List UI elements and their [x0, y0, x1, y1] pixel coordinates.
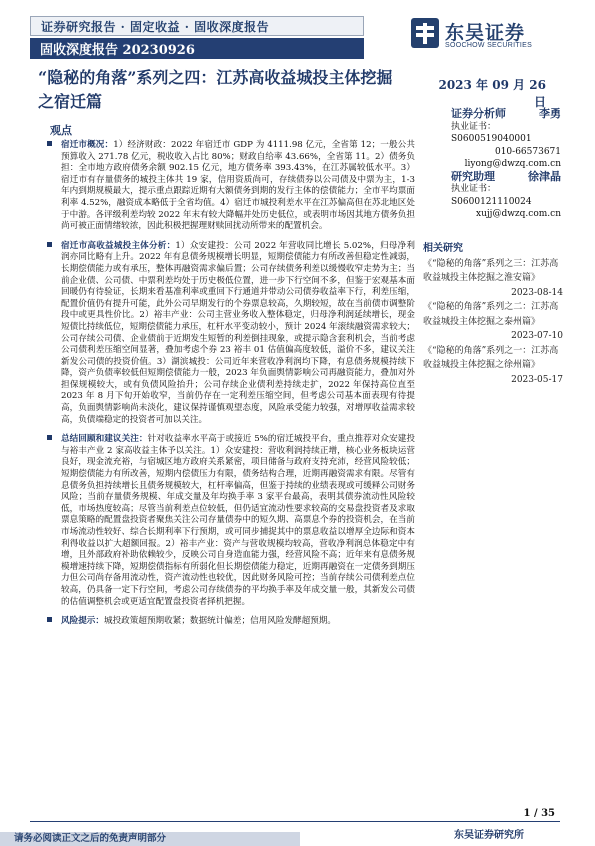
- page-number: 1 / 35: [523, 808, 555, 819]
- report-date: 2023 年 09 月 26 日: [438, 78, 546, 109]
- analyst-role: 证券分析师: [451, 107, 506, 120]
- company-logo: [411, 18, 561, 54]
- assistant-email[interactable]: xujj@dwzq.com.cn: [476, 209, 561, 219]
- assistant-heading: [451, 171, 561, 184]
- disclaimer-text: 请务必阅读正文之后的免责声明部分: [14, 833, 167, 844]
- report-type: 固收深度报告 20230926: [40, 43, 195, 58]
- logo-mark-icon: [411, 18, 439, 48]
- bullet-analysis: [47, 241, 415, 427]
- logo-name-en: SOOCHOW SECURITIES: [445, 42, 533, 49]
- assistant-cert: 执业证书：S0600121110024: [451, 184, 532, 207]
- analyst-phone: 010-66573671: [494, 146, 561, 157]
- related-item-date: 2023-07-10: [511, 331, 563, 341]
- bullet-text: 针对收益率水平高于或接近 5%的宿迁城投平台，重点推荐对众安建投与裕丰产业 2 家高收益主体予以关注。1）众安建投：营收利润持续正增，核心业务板块运营良好，现金流充裕，与宿城区地方政府关系紧密，项目储备与政府支持充沛，经营风险较低；短期偿债能力有所改善，短期内偿债压力有限，债务结构合理，近期再融资需求有限。尽管有息债务负担持续增长且债务规模较大，杠杆率偏高，但鉴于持续的业绩表现或可缓释公司财务风险；当前存量债务规模、年成交量及年均换手率 3 家平台最高，表明其债券流动性风险较低，市场热度较高；尽管当前利差点位较低，但仍适宜流动性要求较高的交易盘投资者及求取票息策略的配置盘投资者聚焦关注公司存量债券中的短久期、高票息个券的投资机会，在当前市场流动性较好、综合长期利率下行预期，或可同步捕捉其中的票息收益以增厚全边际和资本利得收益以扩大超额回报。2）裕丰产业：资产与营收规模均较高，营收净利润总体稳定中有增，且外部政府补助依赖较少，反映公司自身造血能力强，经营风险不高；近年来有息债务规模增速持续下降，短期偿债指标有所弱化但长期偿债能力稳定，近期再融资在一定债务到期压力但公司尚存备用流动性，资产流动性也较优，因此财务风险可控；当前存续公司债利差点位较高，仍具备一定下行空间，考虑公司存续债券的平均换手率及年成交量一般，其新发公司债的估值调整机会或更适宜配置盘投资者择机把握。: [61, 434, 415, 607]
- related-title: 相关研究: [423, 243, 463, 254]
- bullet-lead: 总结回顾和建议关注：: [61, 434, 148, 445]
- analyst-cert: 执业证书：S0600519040001: [451, 121, 532, 144]
- bullet-square-icon: [47, 435, 52, 440]
- analyst-name: 李勇: [539, 107, 561, 120]
- bullet-square-icon: [47, 242, 52, 247]
- bullet-text: 城投政策超预期收紧；数据统计偏差；信用风险发酵超预期。: [103, 616, 337, 627]
- related-item-date: 2023-08-14: [511, 287, 563, 298]
- assistant-role: 研究助理: [451, 169, 495, 183]
- analyst-heading: [451, 108, 561, 121]
- related-item-text: 《“隐秘的角落”系列之二：江苏高收益城投主体挖掘之泰州篇》: [423, 302, 559, 327]
- related-item[interactable]: [423, 344, 563, 388]
- related-item-date: 2023-05-17: [511, 374, 563, 385]
- bullet-lead: 宿迁市高收益城投主体分析：: [61, 240, 176, 251]
- footer-company: 东吴证券研究所: [454, 830, 524, 841]
- analyst-email[interactable]: liyong@dwzq.com.cn: [464, 159, 561, 169]
- related-research: [423, 242, 563, 387]
- bullet-text: 1）经济财政：2022 年宿迁市 GDP 为 4111.98 亿元，全省第 12；一般公共预算收入 271.78 亿元，税收收入占比 80%；财政自给率 43.66%，全省第 11。2）债务负担：全市地方政府债务余额 902.15 亿元，地方债务率 393.43%，在江苏属较低水平。3）宿迁市有存量债务的城投主体共 19 家，信用资质尚可，存续债券以公司债及中票为主，1-3 年内到期规模最大，提示重点跟踪近期有大额债务到期的发行主体的偿债能力；全市平均票面利率 4.52%，融资成本略低于全省均值。4）宿迁市城投利差水平在江苏偏高但在苏北地区处于中游。各评级利差均较 2022 年末有较大降幅并处历史低位，或表明市场因其地方债务负担尚可被正面情绪较浓，因此积极把握理财赎回扰动所带来的配置机会。: [61, 140, 415, 232]
- bullet-lead: 风险提示：: [61, 616, 104, 627]
- bullet-square-icon: [47, 617, 52, 622]
- related-item-text: 《“隐秘的角落”系列之一：江苏高收益城投主体挖掘之徐州篇》: [423, 345, 559, 370]
- related-item-text: 《“隐秘的角落”系列之三：江苏高收益城投主体挖掘之淮安篇》: [423, 258, 559, 283]
- disclaimer-bar: [0, 832, 300, 846]
- assistant-name: 徐津晶: [528, 169, 561, 183]
- bullet-square-icon: [47, 141, 52, 146]
- bullet-text: 1）众安建投：公司 2022 年营收同比增长 5.02%，归母净利润亦同比略有上升。2022 年有息债务规模增长明显，短期偿债能力有所改善但稳定性减弱，长期偿债能力或有承压，整体再融资需求偏后置；公司存续债务利差以缓慢收窄走势为主；当前企业债、公司债、中票利差均处于历史极低位置，进一步下行空间不多，但鉴于宏观基本面回暖仍有待验证，长期来看基准利率或重回下行通道并带动公司债券收益率下行，利差压缩，配置价值仍有提升可能，此外公司早期发行的个券票息较高，久期较短，故在当前债市调整阶段中或更具性价比。2）裕丰产业：公司主营业务收入整体稳定，归母净利润延续增长，现金短债比持续低位，短期偿债能力承压，杠杆水平变动较小，预计 2024 年滚续融资需求较大；公司存续公司债、企业债前于近期发生短暂的利差倒挂现象，或提示隐含套利机会，当前考虑公司债利差压缩空间显著，叠加考虑个券 23 裕丰 01 估值偏高度较低，溢价不多，建议关注新发公司债的投资价值。3）湖滨城投：公司近年来营收净利润均下降，有息债务规模持续下降，资产负债率较低但短期偿债能力一般，2023 年负面舆情影响公司再融资能力，叠加对外担保规模较大，或有负债风险抬升；公司存续企业债利差持续走扩，2022 年保持高位直至 2023 年 8 月下旬开始收窄，当前仍存在一定利差压缩空间，但考虑公司基本面表现有待提高，负面舆情影响尚未淡化，建议保持谨慎观望态度，风险承受能力较强，对增厚收益需求较高，负债端稳定的投资者可加以关注。: [61, 240, 415, 425]
- bullet-overview: [47, 140, 415, 233]
- report-title: “隐秘的角落”系列之四：江苏高收益城投主体挖掘之宿迁篇: [38, 68, 393, 111]
- bullet-summary: [47, 434, 415, 608]
- section-label: 观点: [50, 124, 72, 137]
- logo-name-cn: 东吴证券: [445, 22, 526, 44]
- bullet-lead: 宿迁市概况：: [61, 140, 114, 150]
- key-points: [47, 140, 415, 636]
- report-category: 证券研究报告 · 固定收益 · 固收深度报告: [41, 19, 270, 34]
- report-type-bar: [30, 38, 364, 59]
- footer-divider: [30, 821, 560, 822]
- authors-block: [451, 108, 561, 221]
- related-item[interactable]: [423, 300, 563, 344]
- related-item[interactable]: [423, 257, 563, 301]
- report-category-bar: [30, 16, 364, 36]
- bullet-risk: [47, 616, 415, 628]
